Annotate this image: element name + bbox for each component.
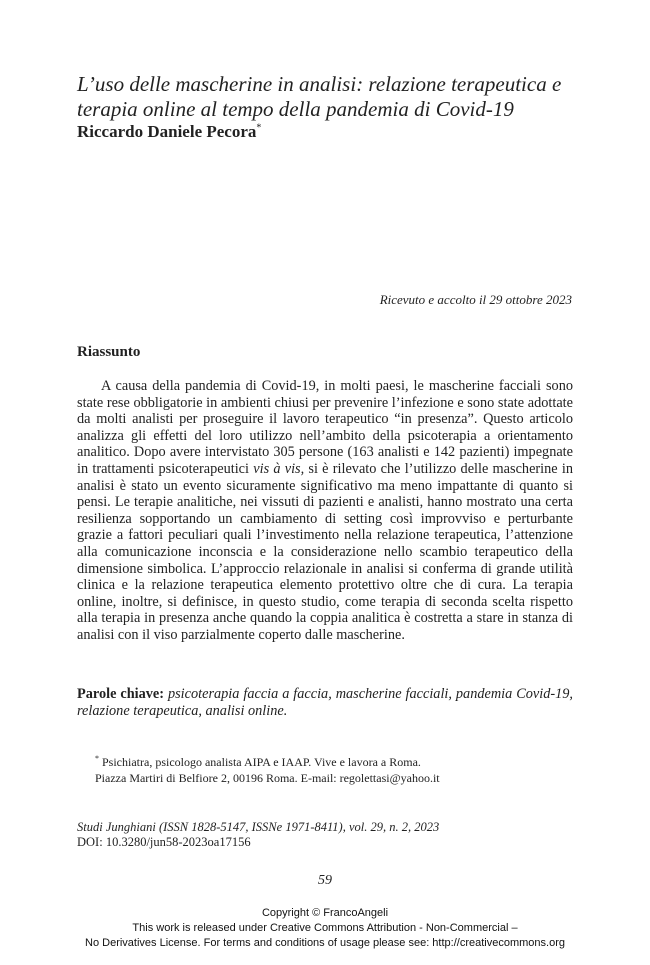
doi: DOI: 10.3280/jun58-2023oa17156 (77, 835, 251, 849)
footnote-line-1-text: Psichiatra, psicologo analista AIPA e IAAP. Vive e lavora a Roma. (102, 755, 421, 769)
license-line-2: This work is released under Creative Commons Attribution - Non-Commercial – (132, 922, 518, 934)
license-line-1: Copyright © FrancoAngeli (261, 907, 389, 919)
page-number: 59 (318, 873, 332, 888)
abstract-text (77, 378, 573, 644)
article-title: L’uso delle mascherine in analisi: relazione terapeutica e terapia online al tempo della pandemia di Covid-19 (77, 72, 562, 121)
footnote-line-1 (95, 751, 575, 770)
abstract-heading: Riassunto (77, 344, 141, 360)
license-notice (0, 906, 650, 951)
author-name-text: Riccardo Daniele Pecora (77, 122, 257, 141)
journal-reference: Studi Junghiani (ISSN 1828-5147, ISSNe 1971-8411), vol. 29, n. 2, 2023 (77, 820, 440, 834)
footnote-line-2: Piazza Martiri di Belfiore 2, 00196 Roma. E-mail: regolettasi@yahoo.it (95, 771, 440, 785)
keywords-label: Parole chiave: (77, 686, 165, 702)
author-footnote (95, 751, 575, 786)
abstract-text-part2: si è rilevato che l’utilizzo delle mascherine in analisi è stato un evento sicuramente significativo ma meno impattante di quanto si pensi. Le terapie analitiche, nei vissuti di pazienti e analisti, hanno mostrato una certa resilienza sopportando un cambiamento di setting così improvviso e perturbante grazie a fattori peculiari quali l’investimento nella relazione terapeutica, l’attenzione alla comunicazione inconscia e la considerazione nello scambio terapeutico della dimensione simbolica. L’approccio relazionale in analisi si conferma di grande utilità clinica e la relazione terapeutica elemento protettivo oltre che di cura. La terapia online, inoltre, si definisce, in questo studio, come terapia di seconda scelta rispetto alla terapia in presenza anche quando la coppia analitica è costretta a stare in stanza di analisi con il viso parzialmente coperto dalle mascherine. (77, 460, 573, 643)
keywords (77, 686, 573, 720)
abstract-text-part1: A causa della pandemia di Covid-19, in molti paesi, le mascherine facciali sono state rese obbligatorie in ambienti chiusi per prevenire l’infezione e sono state adottate da molti analisti per proseguire il lavoro terapeutico “in presenza”. Questo articolo analizza gli effetti del loro utilizzo nell’ambito della psicoterapia a orientamento analitico. Dopo avere intervistato 305 persone (163 analisti e 142 pazienti) impegnate in trattamenti psicoterapeutici (77, 378, 573, 477)
journal-citation (77, 820, 439, 850)
keywords-text: psicoterapia faccia a faccia, mascherine facciali, pandemia Covid-19, relazione terapeutica, analisi online. (77, 686, 573, 719)
received-date: Ricevuto e accolto il 29 ottobre 2023 (379, 292, 572, 307)
author-footnote-mark: * (256, 122, 262, 134)
abstract-text-italic: vis à vis, (253, 460, 305, 477)
author-name (77, 122, 261, 142)
footnote-mark: * (95, 754, 99, 763)
license-line-3: No Derivatives License. For terms and conditions of usage please see: http://creativecommons.org (85, 937, 565, 949)
